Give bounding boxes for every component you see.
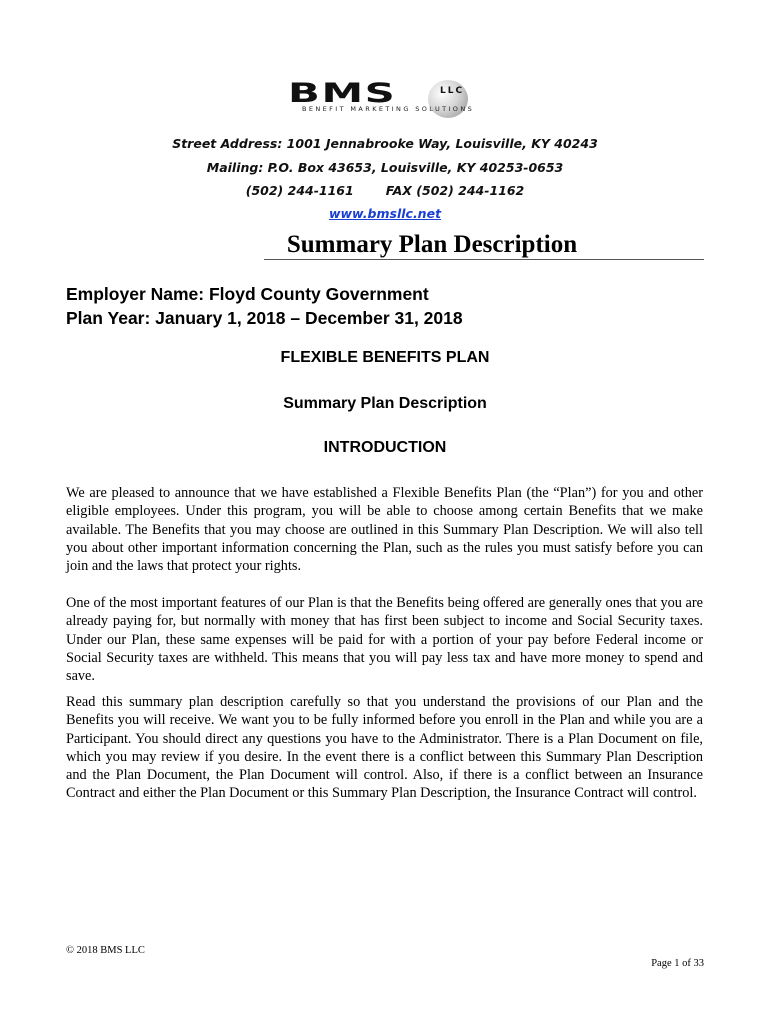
mailing-address: Mailing: P.O. Box 43653, Louisville, KY 40253-0653 [206, 160, 564, 175]
logo-tagline: BENEFIT MARKETING SOLUTIONS [302, 105, 475, 113]
title-divider [264, 259, 704, 260]
document-title: Summary Plan Description [286, 231, 578, 258]
subtitle-heading: Summary Plan Description [283, 395, 487, 412]
website-link[interactable]: www.bmsllc.net [328, 206, 442, 221]
copyright-notice: © 2018 BMS LLC [66, 945, 145, 956]
paragraph: We are pleased to announce that we have established a Flexible Benefits Plan (the “Plan”) for you and other eligible employees. Under this program, you will be able to choose among certain Benefits that we make available. The Benefits that you may choose are outlined in this Summary Plan Description. We will also tell you about other important information concerning the Plan, such as the rules you must satisfy before you can join and the laws that protect your rights. [66, 485, 703, 575]
logo-suffix: LLC [440, 86, 465, 96]
page-number: Page 1 of 33 [651, 958, 704, 969]
paragraph: One of the most important features of our Plan is that the Benefits being offered are generally ones that you are already paying for, but normally with money that has first been subject to income and Social Security taxes. Under our Plan, these same expenses will be paid for with a portion of your pay before Federal income or Social Security taxes are withheld. This means that you will pay less tax and have more money to spend and save. [66, 595, 703, 685]
logo-letters: BMS [288, 78, 397, 109]
section-heading: INTRODUCTION [323, 439, 447, 456]
fax-number: FAX (502) 244-1162 [385, 183, 525, 198]
plan-year: Plan Year: January 1, 2018 – December 31, 2018 [66, 308, 463, 328]
paragraph: Read this summary plan description carefully so that you understand the provisions of our Plan and the Benefits you will receive. We want you to be fully informed before you enroll in the Plan and while you are a Participant. You should direct any questions you have to the Administrator. There is a Plan Document on file, which you may review if you desire. In the event there is a conflict between this Summary Plan Description and the Plan Document, the Plan Document will control. Also, if there is a conflict between an Insurance Contract and either the Plan Document or this Summary Plan Description, the Insurance Contract will control. [66, 694, 703, 802]
bms-logo [288, 80, 484, 118]
plan-name-heading: FLEXIBLE BENEFITS PLAN [280, 349, 490, 366]
phone-number: (502) 244-1161 [245, 183, 354, 198]
employer-name: Employer Name: Floyd County Government [66, 284, 429, 304]
street-address: Street Address: 1001 Jennabrooke Way, Louisville, KY 40243 [172, 136, 598, 151]
contact-numbers [0, 183, 770, 198]
